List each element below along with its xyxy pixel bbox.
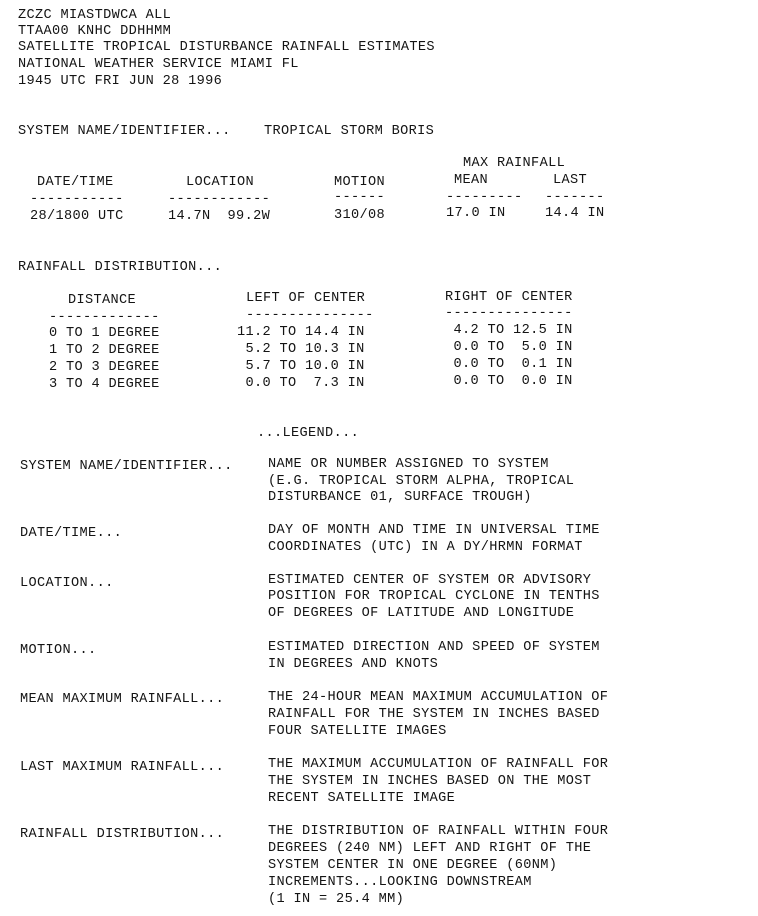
column-rule: ------------ — [168, 192, 271, 207]
summary-mean: 17.0 IN — [446, 206, 506, 221]
column-header: LOCATION — [186, 175, 255, 190]
legend-definition-line: ESTIMATED DIRECTION AND SPEED OF SYSTEM — [268, 640, 600, 655]
distribution-column-header: DISTANCE — [68, 293, 137, 308]
distribution-right: 0.0 TO 0.1 IN — [445, 357, 573, 372]
legend-term: LAST MAXIMUM RAINFALL... — [20, 760, 225, 775]
legend-term: DATE/TIME... — [20, 526, 123, 541]
column-header: LAST — [553, 173, 588, 188]
legend-term: MOTION... — [20, 643, 97, 658]
legend-definition-line: IN DEGREES AND KNOTS — [268, 657, 439, 672]
legend-definition-line: THE SYSTEM IN INCHES BASED ON THE MOST — [268, 774, 592, 789]
legend-term: RAINFALL DISTRIBUTION... — [20, 827, 225, 842]
legend-term: SYSTEM NAME/IDENTIFIER... — [20, 459, 233, 474]
summary-date-time: 28/1800 UTC — [30, 209, 124, 224]
header-line: SATELLITE TROPICAL DISTURBANCE RAINFALL ESTIMATES — [18, 40, 435, 55]
distribution-left: 0.0 TO 7.3 IN — [237, 376, 365, 391]
distribution-rule: ------------- — [49, 310, 160, 325]
distribution-right: 0.0 TO 5.0 IN — [445, 340, 573, 355]
distribution-distance: 2 TO 3 DEGREE — [49, 360, 160, 375]
summary-motion: 310/08 — [334, 208, 386, 223]
column-header: DATE/TIME — [37, 175, 114, 190]
system-value: TROPICAL STORM BORIS — [264, 124, 435, 139]
column-rule: ------ — [334, 190, 386, 205]
column-rule: --------- — [446, 190, 523, 205]
legend-definition-line: DEGREES (240 NM) LEFT AND RIGHT OF THE — [268, 841, 592, 856]
legend-definition-line: POSITION FOR TROPICAL CYCLONE IN TENTHS — [268, 589, 600, 604]
legend-definition-line: SYSTEM CENTER IN ONE DEGREE (60NM) — [268, 858, 558, 873]
column-rule: ------- — [545, 190, 605, 205]
legend-definition-line: THE MAXIMUM ACCUMULATION OF RAINFALL FOR — [268, 757, 609, 772]
header-line: ZCZC MIASTDWCA ALL — [18, 8, 172, 23]
column-rule: ----------- — [30, 192, 124, 207]
legend-definition-line: (E.G. TROPICAL STORM ALPHA, TROPICAL — [268, 474, 575, 489]
summary-location: 14.7N 99.2W — [168, 209, 271, 224]
summary-last: 14.4 IN — [545, 206, 605, 221]
distribution-left: 5.7 TO 10.0 IN — [237, 359, 365, 374]
distribution-left: 5.2 TO 10.3 IN — [237, 342, 365, 357]
legend-definition-line: DISTURBANCE 01, SURFACE TROUGH) — [268, 490, 532, 505]
system-label: SYSTEM NAME/IDENTIFIER... — [18, 124, 231, 139]
distribution-right: 0.0 TO 0.0 IN — [445, 374, 573, 389]
legend-definition-line: COORDINATES (UTC) IN A DY/HRMN FORMAT — [268, 540, 583, 555]
distribution-title: RAINFALL DISTRIBUTION... — [18, 260, 223, 275]
header-line: NATIONAL WEATHER SERVICE MIAMI FL — [18, 57, 299, 72]
column-header: MEAN — [454, 173, 489, 188]
legend-term: LOCATION... — [20, 576, 114, 591]
legend-definition-line: THE 24-HOUR MEAN MAXIMUM ACCUMULATION OF — [268, 690, 609, 705]
legend-title: ...LEGEND... — [257, 426, 360, 441]
distribution-distance: 0 TO 1 DEGREE — [49, 326, 160, 341]
legend-definition-line: RECENT SATELLITE IMAGE — [268, 791, 456, 806]
legend-definition-line: OF DEGREES OF LATITUDE AND LONGITUDE — [268, 606, 575, 621]
legend-definition-line: (1 IN = 25.4 MM) — [268, 892, 405, 907]
distribution-column-header: RIGHT OF CENTER — [445, 290, 573, 305]
legend-term: MEAN MAXIMUM RAINFALL... — [20, 692, 225, 707]
distribution-distance: 1 TO 2 DEGREE — [49, 343, 160, 358]
legend-definition-line: THE DISTRIBUTION OF RAINFALL WITHIN FOUR — [268, 824, 609, 839]
distribution-rule: --------------- — [445, 306, 573, 321]
distribution-column-header: LEFT OF CENTER — [246, 291, 366, 306]
distribution-left: 11.2 TO 14.4 IN — [237, 325, 365, 340]
legend-definition-line: ESTIMATED CENTER OF SYSTEM OR ADVISORY — [268, 573, 592, 588]
header-line: TTAA00 KNHC DDHHMM — [18, 24, 172, 39]
distribution-distance: 3 TO 4 DEGREE — [49, 377, 160, 392]
legend-definition-line: RAINFALL FOR THE SYSTEM IN INCHES BASED — [268, 707, 600, 722]
legend-definition-line: NAME OR NUMBER ASSIGNED TO SYSTEM — [268, 457, 549, 472]
distribution-right: 4.2 TO 12.5 IN — [445, 323, 573, 338]
legend-definition-line: FOUR SATELLITE IMAGES — [268, 724, 447, 739]
legend-definition-line: INCREMENTS...LOOKING DOWNSTREAM — [268, 875, 532, 890]
max-rainfall-heading: MAX RAINFALL — [463, 156, 566, 171]
column-header: MOTION — [334, 175, 386, 190]
distribution-rule: --------------- — [246, 308, 374, 323]
header-line: 1945 UTC FRI JUN 28 1996 — [18, 74, 223, 89]
legend-definition-line: DAY OF MONTH AND TIME IN UNIVERSAL TIME — [268, 523, 600, 538]
